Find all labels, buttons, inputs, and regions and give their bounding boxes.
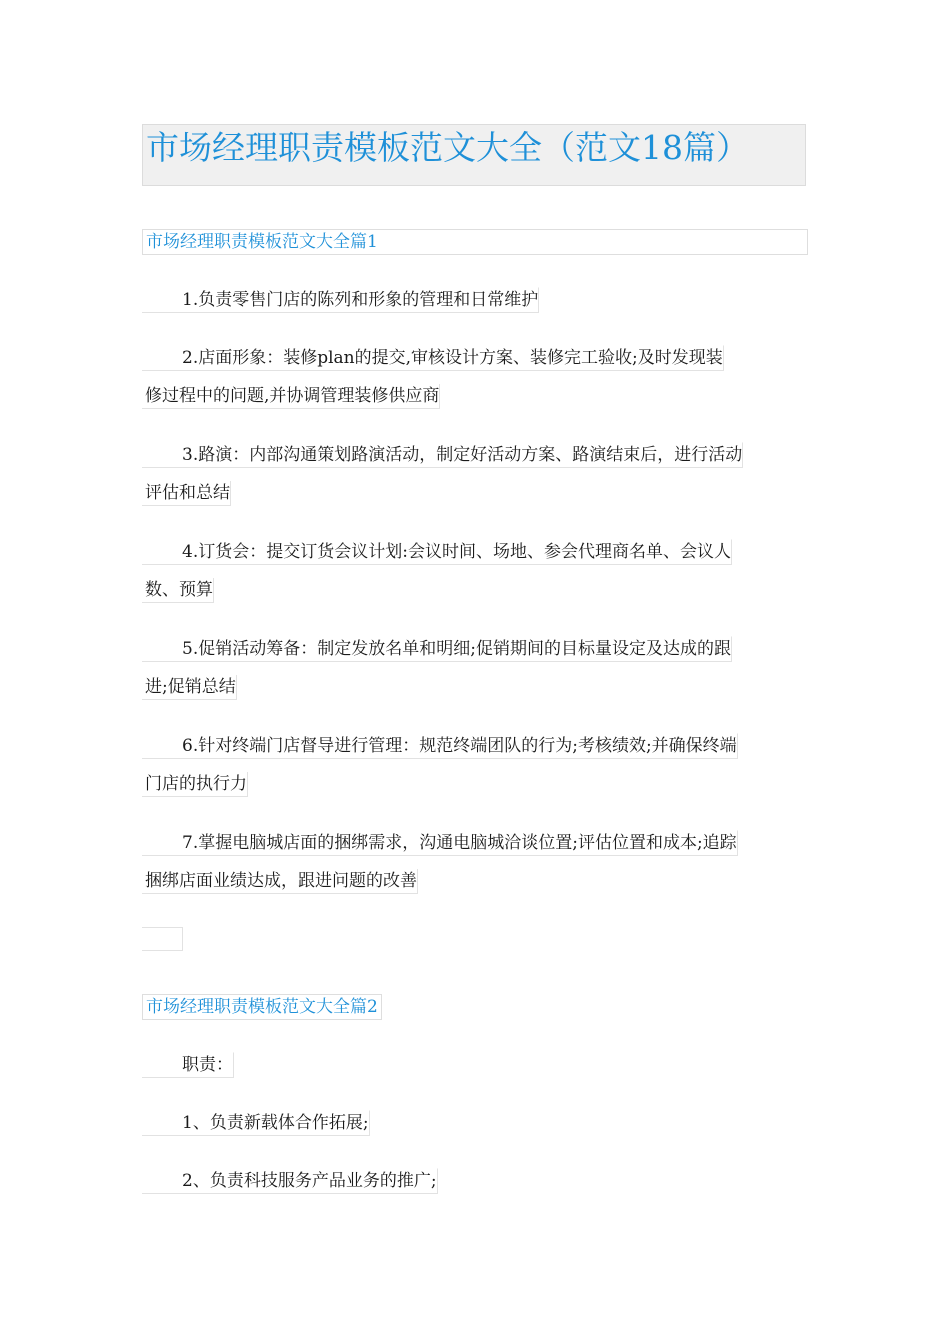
paragraph-line: 3.路演：内部沟通策划路演活动，制定好活动方案、路演结束后，进行活动 bbox=[142, 442, 743, 468]
paragraph-line: 1.负责零售门店的陈列和形象的管理和日常维护 bbox=[142, 287, 539, 313]
paragraph-line: 修过程中的问题,并协调管理装修供应商 bbox=[142, 384, 440, 409]
section-heading-2: 市场经理职责模板范文大全篇2 bbox=[142, 994, 382, 1020]
paragraph-line: 1、负责新载体合作拓展; bbox=[142, 1110, 370, 1136]
document-title: 市场经理职责模板范文大全（范文18篇） bbox=[146, 128, 749, 167]
paragraph-line: 捆绑店面业绩达成，跟进问题的改善 bbox=[142, 869, 418, 894]
empty-paragraph bbox=[142, 927, 183, 951]
paragraph-line: 7.掌握电脑城店面的捆绑需求，沟通电脑城洽谈位置;评估位置和成本;追踪 bbox=[142, 830, 738, 856]
paragraph-line: 职责： bbox=[142, 1052, 234, 1078]
paragraph-line: 6.针对终端门店督导进行管理：规范终端团队的行为;考核绩效;并确保终端 bbox=[142, 733, 738, 759]
paragraph-line: 数、预算 bbox=[142, 578, 214, 603]
paragraph-line: 4.订货会：提交订货会议计划:会议时间、场地、参会代理商名单、会议人 bbox=[142, 539, 732, 565]
paragraph-line: 评估和总结 bbox=[142, 481, 231, 506]
section-heading-1: 市场经理职责模板范文大全篇1 bbox=[142, 229, 808, 255]
paragraph-line: 2、负责科技服务产品业务的推广; bbox=[142, 1168, 438, 1194]
paragraph-line: 进;促销总结 bbox=[142, 675, 237, 700]
paragraph-line: 5.促销活动筹备：制定发放名单和明细;促销期间的目标量设定及达成的跟 bbox=[142, 636, 732, 662]
paragraph-line: 2.店面形象：装修plan的提交,审核设计方案、装修完工验收;及时发现装 bbox=[142, 345, 724, 371]
paragraph-line: 门店的执行力 bbox=[142, 772, 248, 797]
